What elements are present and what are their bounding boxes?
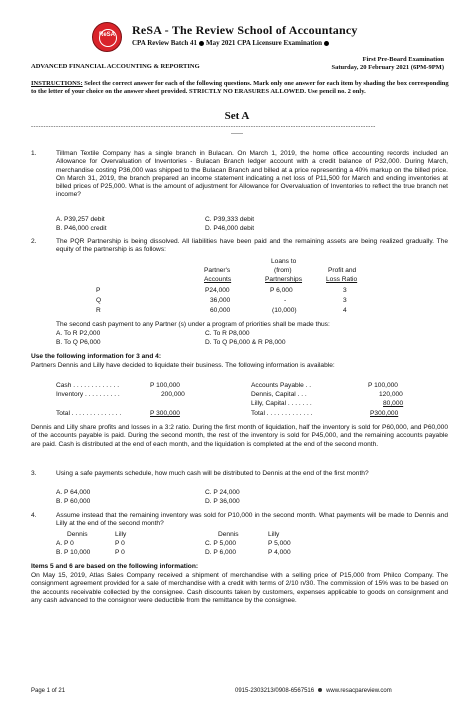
globe-icon — [318, 688, 322, 692]
q4-option-a: A. P 0 — [56, 540, 74, 547]
q2-row-p-ratio: 3 — [343, 287, 347, 294]
q2-h-ratio: Loss Ratio — [326, 276, 358, 283]
q2-option-d: D. To Q P6,000 & R P8,000 — [205, 339, 286, 346]
q1-option-a: A. P39,257 debit — [56, 216, 105, 223]
q2-text2: The second cash payment to any Partner (s) under a program of priorities shall be made thus: — [56, 321, 330, 328]
q2-option-c: C. To R P8,000 — [205, 330, 250, 337]
divider-cont: ------ — [231, 131, 243, 137]
cash-label: Cash . . . . . . . . . . . . . — [56, 382, 120, 389]
q4-h-dennis-1: Dennis — [67, 531, 88, 538]
q4-option-c-lilly: P 5,000 — [268, 540, 291, 547]
q2-row-p-acc: P24,000 — [205, 287, 230, 294]
set-title: Set A — [224, 110, 250, 122]
items56-title: Items 5 and 6 are based on the following information: — [31, 563, 199, 570]
dennis-cap-label: Dennis, Capital . . . — [251, 391, 307, 398]
q4-option-d: D. P 6,000 — [205, 549, 237, 556]
q4-option-c: C. P 5,000 — [205, 540, 237, 547]
inventory-label: Inventory . . . . . . . . . . — [56, 391, 120, 398]
q4-option-b: B. P 10,000 — [56, 549, 91, 556]
total-assets-value: P 300,000 — [150, 410, 180, 417]
q2-h-accounts: Accounts — [204, 276, 232, 283]
exam-date: Saturday, 20 February 2021 (6PM-9PM) — [331, 64, 444, 71]
q2-row-r-loan: (10,000) — [272, 307, 297, 314]
q2-number: 2. — [31, 238, 37, 245]
school-name: ReSA - The Review School of Accountancy — [132, 23, 358, 37]
use34-text: Partners Dennis and Lilly have decided to liquidate their business. The following information is available: — [31, 362, 335, 369]
q3-option-c: C. P 24,000 — [205, 489, 240, 496]
dennis-cap-value: 120,000 — [379, 391, 403, 398]
q2-h-partnerships: Partnerships — [265, 276, 303, 283]
q4-option-b-lilly: P 0 — [115, 549, 125, 556]
logo-text: ReSA — [98, 32, 115, 38]
ap-label: Accounts Payable . . — [251, 382, 312, 389]
q2-h-profit: Profit and — [328, 267, 357, 274]
divider: ------------------------------------------------------------------------------------------------------------------------------------------ — [31, 124, 376, 130]
q4-h-lilly-1: Lilly — [115, 531, 127, 538]
q3-option-d: D. P 36,000 — [205, 498, 240, 505]
q2-text: The PQR Partnership is being dissolved. All liabilities have been paid and the remaining assets are being realized gradually. The equity of the partnership is as follows: — [56, 238, 448, 254]
q1-text: Tillman Textile Company has a single branch in Bulacan. On March 1, 2019, the home office accounting records included an Allowance for Overvaluation of Inventories - Bulacan Branch ledger account with a credit balance of P32,000. During March, merchandise costing P36,000 was shipped to the Bulacan Branch and billed at a price representing a 40% markup on the billed price. On March 31, 2019, the branch prepared an income statement indicating a net loss of P11,500 for March and ending inventories at billed prices of P25,000. What is the amount of adjustment for Allowance for Overvaluation of Inventories to reflect the true branch net income? — [56, 150, 448, 199]
q1-option-c: C. P39,333 debit — [205, 216, 255, 223]
exam-title: First Pre-Board Examination — [362, 56, 444, 63]
q1-option-b: B. P46,000 credit — [56, 225, 107, 232]
q2-row-q-acc: 36,000 — [210, 297, 231, 304]
q4-option-d-lilly: P 4,000 — [268, 549, 291, 556]
footer-contact: 0915-2303213/0908-6567516 www.resacpareview.com — [235, 688, 392, 694]
q3-option-a: A. P 64,000 — [56, 489, 91, 496]
resa-logo — [92, 22, 122, 52]
inventory-value: 200,000 — [161, 391, 185, 398]
q4-text: Assume instead that the remaining inventory was sold for P10,000 in the second month. What payments will be made to Dennis and Lilly at the end of the second month? — [56, 512, 448, 528]
q1-option-d: D. P46,000 debit — [205, 225, 255, 232]
instructions: INSTRUCTIONS: Select the correct answer for each of the following questions. Mark only one answer for each item by shading the box corresponding to the letter of your choice on the answer sheet provided. STRICTLY NO ERASURES ALLOWED. Use pencil no. 2 only. — [31, 80, 449, 95]
total-equity-label: Total . . . . . . . . . . . . . — [251, 410, 313, 417]
cash-value: P 100,000 — [150, 382, 180, 389]
q3-text: Using a safe payments schedule, how much cash will be distributed to Dennis at the end of the first month? — [56, 470, 369, 477]
q3-option-b: B. P 60,000 — [56, 498, 91, 505]
q2-h-partners: Partner's — [204, 267, 231, 274]
batch-line: CPA Review Batch 41 May 2021 CPA Licensure Examination — [132, 39, 331, 47]
q2-h-loans: Loans to — [271, 258, 297, 265]
q2-row-p-loan: P 6,000 — [270, 287, 293, 294]
use34-text2: Dennis and Lilly share profits and losses in a 3:2 ratio. During the first month of liquidation, half the inventory is sold for P60,000, and P60,000 of the accounts payable is paid. During the second month, the rest of the inventory is sold for P45,000, and the remaining accounts payable are paid. Cash is distributed at the end of each month, and the liquidation is completed at the end of the second month. — [31, 424, 448, 448]
bullet-icon — [199, 41, 204, 46]
page-number: Page 1 of 21 — [31, 688, 66, 694]
q2-option-a: A. To R P2,000 — [56, 330, 101, 337]
q4-h-lilly-2: Lilly — [268, 531, 280, 538]
q2-row-r-ratio: 4 — [343, 307, 347, 314]
q2-row-p-label: P — [96, 287, 101, 294]
q4-option-a-lilly: P 0 — [115, 540, 125, 547]
ap-value: P 100,000 — [368, 382, 398, 389]
q2-row-q-ratio: 3 — [343, 297, 347, 304]
q2-option-b: B. To Q P6,000 — [56, 339, 101, 346]
q2-row-q-loan: - — [284, 297, 287, 304]
q1-number: 1. — [31, 150, 37, 157]
q4-h-dennis-2: Dennis — [218, 531, 239, 538]
lilly-cap-value: 80,000 — [383, 400, 404, 407]
total-equity-value: P300,000 — [370, 410, 399, 417]
total-assets-label: Total . . . . . . . . . . . . . . — [56, 410, 122, 417]
use34-title: Use the following information for 3 and 4: — [31, 353, 162, 360]
q4-number: 4. — [31, 512, 37, 519]
q3-number: 3. — [31, 470, 37, 477]
items56-text: On May 15, 2019, Atlas Sales Company received a shipment of merchandise with a selling price of P15,000 from Philco Company. The consignment agreement provided for a sale of merchandise with a credit with terms of 2/10 n/30. The commission of 15% was to be based on the accounts receivable collected by the consignee. Cash discounts taken by customers, expenses applicable to goods on consignment and any cash advanced to the consignor were deductible from the remittance by the consignee. — [31, 572, 448, 604]
subject-title: ADVANCED FINANCIAL ACCOUNTING & REPORTING — [31, 63, 200, 70]
q2-row-r-label: R — [96, 307, 101, 314]
q2-row-q-label: Q — [96, 297, 102, 304]
q2-h-from: (from) — [274, 267, 292, 274]
q2-row-r-acc: 60,000 — [210, 307, 231, 314]
bullet-icon — [324, 41, 329, 46]
lilly-cap-label: Lilly, Capital . . . . . . . — [251, 400, 312, 407]
